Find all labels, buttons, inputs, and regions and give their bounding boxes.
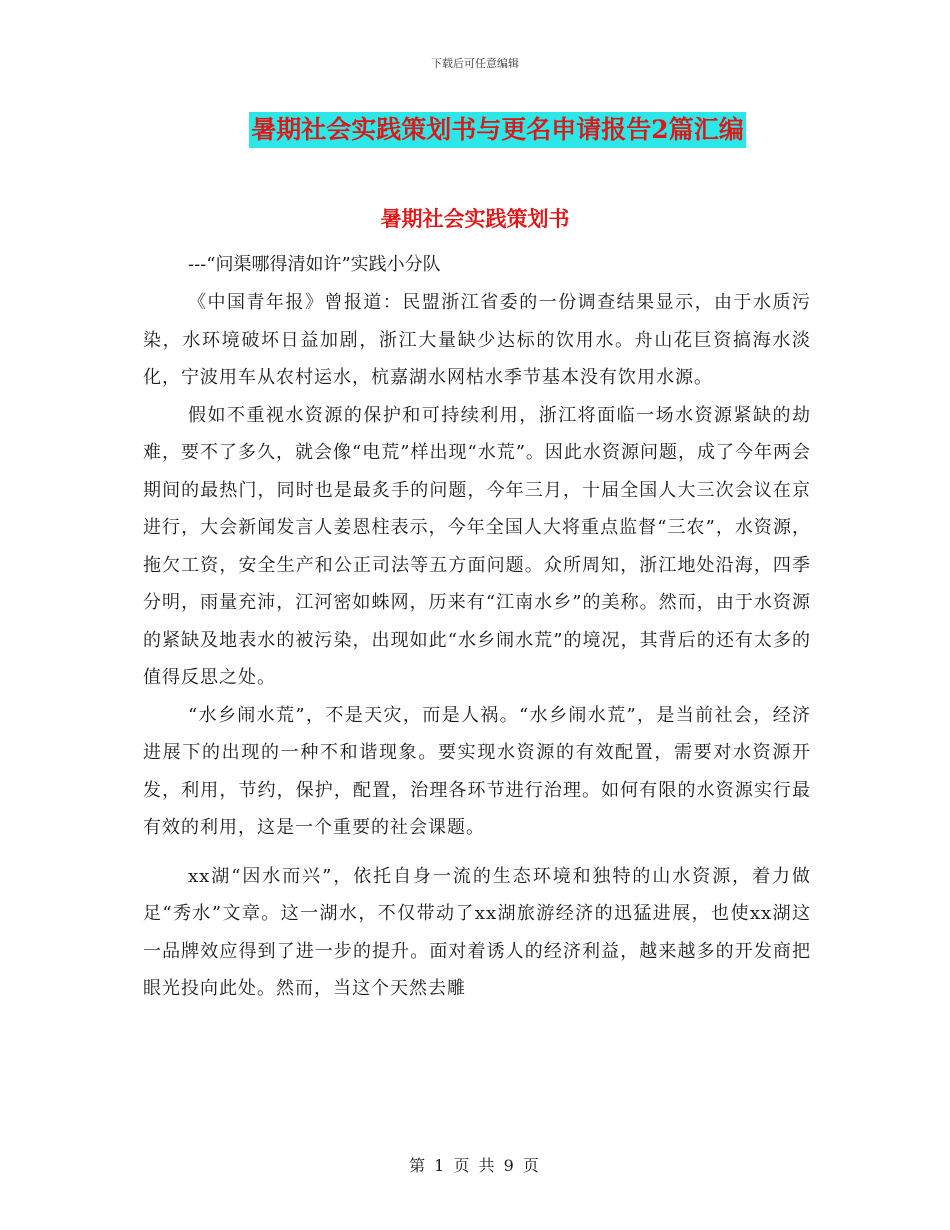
paragraph: 假如不重视水资源的保护和可持续利用，浙江将面临一场水资源紧缺的劫难，要不了多久，就会像“电荒”样出现“水荒”。因此水资源问题，成了今年两会期间的最热门，同时也是最炙手的问题，今年三月，十届全国人大三次会议在京进行，大会新闻发言人姜恩柱表示，今年全国人大将重点监督“三农”，水资源，拖欠工资，安全生产和公正司法等五方面问题。众所周知，浙江地处沿海，四季分明，雨量充沛，江河密如蛛网，历来有“江南水乡”的美称。然而，由于水资源的紧缺及地表水的被污染，出现如此“水乡闹水荒”的境况，其背后的还有太多的值得反思之处。: [143, 404, 811, 688]
document-title-container: [0, 112, 950, 148]
header-note: 下载后可任意编辑: [431, 57, 519, 70]
section-title: 暑期社会实践策划书: [380, 206, 570, 231]
document-title: 暑期社会实践策划书与更名申请报告2篇汇编: [249, 112, 745, 148]
subtitle: ---“问渠哪得清如许”实践小分队: [188, 254, 441, 275]
paragraph: xx湖“因水而兴”，依托自身一流的生态环境和独特的山水资源，着力做足“秀水”文章。这一湖水，不仅带动了xx湖旅游经济的迅猛进展，也使xx湖这一品牌效应得到了进一步的提升。面对着诱人的经济利益，越来越多的开发商把眼光投向此处。然而，当这个天然去雕: [143, 865, 811, 999]
paragraph: 《中国青年报》曾报道：民盟浙江省委的一份调查结果显示，由于水质污染，水环境破坏日益加剧，浙江大量缺少达标的饮用水。舟山花巨资搞海水淡化，宁波用车从农村运水，杭嘉湖水网枯水季节基本没有饮用水源。: [143, 292, 811, 388]
paragraph: “水乡闹水荒”，不是天灾，而是人祸。“水乡闹水荒”，是当前社会，经济进展下的出现的一种不和谐现象。要实现水资源的有效配置，需要对水资源开发，利用，节约，保护，配置，治理各环节进行治理。如何有限的水资源实行最有效的利用，这是一个重要的社会课题。: [143, 704, 811, 838]
body-text: [143, 284, 811, 1008]
page-footer: 第 1 页 共 9 页: [409, 1156, 541, 1175]
